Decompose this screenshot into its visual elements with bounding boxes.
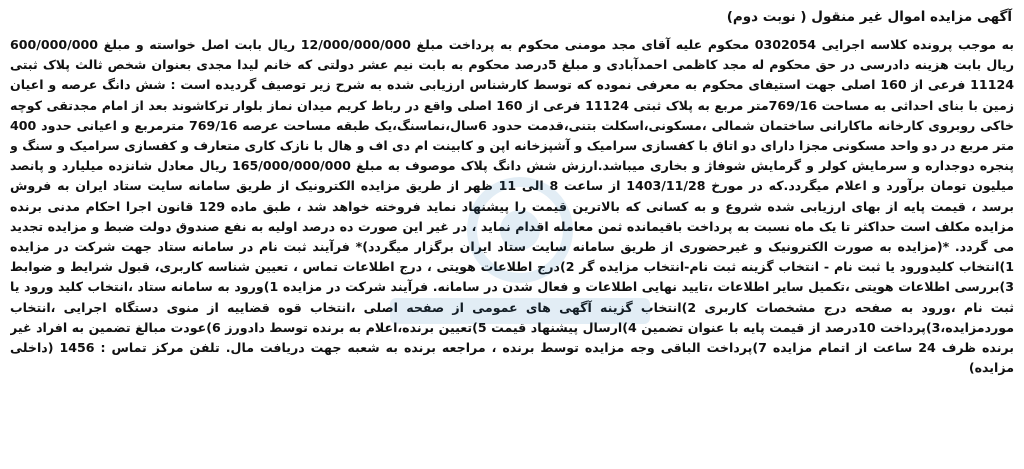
notice-body: به موجب پرونده کلاسه اجرایی 0302054 محکوم علیه آقای مجد مومنی محکوم به پرداخت مبلغ 12/000/000/000 ریال بابت اصل خواسته و مبلغ 600/000/000 ریال بابت هزینه دادرسی در حق محکوم له مجد کاظمی احمدآبادی و مبلغ 5درصد محکوم به بابت نیم عشر دولتی که خانم لیدا مجدی بعنوان شخص ثالث پلاک ثبتی 11124 فرعی از 160 اصلی جهت استیفای محکوم به معرفی نموده که توسط کارشناس ارزیابی شده به شرح زیر توصیف گردیده است : شش دانگ عرصه و اعیان زمین با بنای احداثی به مساحت 769/16متر مربع به پلاک ثبتی 11124 فرعی از 160 اصلی واقع در رباط کریم میدان نماز بلوار ترکاشوند بعد از امام مجدتقی کوچه خاکی روبروی کارخانه ماکارانی ساختمان شمالی ،مسکونی،اسکلت بتنی،قدمت حدود 6سال،نماسنگ،یک طبقه مساحت عرصه 769/16 مترمربع و اعیانی حدود 400 متر مربع در دو واحد مسکونی مجزا دارای دو اتاق با کفسازی سرامیک و آشپزخانه اپن و کابینت ام دی اف و هال با نازک کاری متعارف و کفسازی سرامیک و سنگ و پنجره دوجداره و سرمایش کولر و گرمایش شوفاژ و بخاری میباشد.ارزش شش دانگ پلاک موصوف به مبلغ 165/000/000/000 ریال معادل شانزده میلیارد و پانصد میلیون تومان برآورد و اعلام میگردد.که در مورخ 1403/11/28 از ساعت 8 الی 11 ظهر از طریق مزایده الکترونیک از طریق سامانه سایت ستاد ایران به فروش برسد ، قیمت پایه از بهای ارزیابی شده شروع و به کسانی که بالاترین قیمت را پیشنهاد نماید فروخته خواهد شد ، طبق ماده 129 قانون اجرا احکام مدنی برنده مزایده مکلف است حداکثر تا یک ماه نسبت به پرداخت باقیمانده ثمن معامله اقدام نماید ، در غیر این صورت ده درصد اولیه به نفع صندوق دولت ضبط و مزایده تجدید می گردد. *(مزایده به صورت الکترونیک و غیرحضوری از طریق سامانه سایت ستاد ایران برگزار میگردد)* فرآیند ثبت نام در سامانه ستاد جهت شرکت در مزایده 1)انتخاب کلیدورود یا ثبت نام - انتخاب گزینه ثبت نام-انتخاب مزایده گر 2)درج اطلاعات هویتی ، درج اطلاعات تماس ، تعیین شناسه کاربری، قبول شرایط و ضوابط 3)بررسی اطلاعات هویتی ،تکمیل سایر اطلاعات ،تایید نهایی اطلاعات و فعال شدن در سامانه. فرآیند شرکت در مزایده 1)ورود به سامانه ستاد ،انتخاب کلید ورود یا ثبت نام ،ورود به صفحه درج مشخصات کاربری 2)انتخاب گزینه آگهی های عمومی از صفحه اصلی ،انتخاب قوه قضاییه از منوی دستگاه اجرایی ،انتخاب موردمزایده،3)پرداخت 10درصد از قیمت پایه با عنوان تضمین 4)ارسال پیشنهاد قیمت 5)تعیین برنده،اعلام به برنده توسط دادورز 6)عودت مبالغ تضمین به افراد غیر برنده ظرف 24 ساعت از اتمام مزایده 7)پرداخت الباقی وجه مزایده توسط برنده ، مراجعه برنده به شعبه جهت دریافت مال. تلفن مرکز تماس : 1456 (داخلی مزایده) <box>10 37 1014 376</box>
auction-notice <box>10 8 1014 463</box>
notice-title: آگهی مزایده اموال غیر منقول ( نوبت دوم) <box>726 9 1012 25</box>
